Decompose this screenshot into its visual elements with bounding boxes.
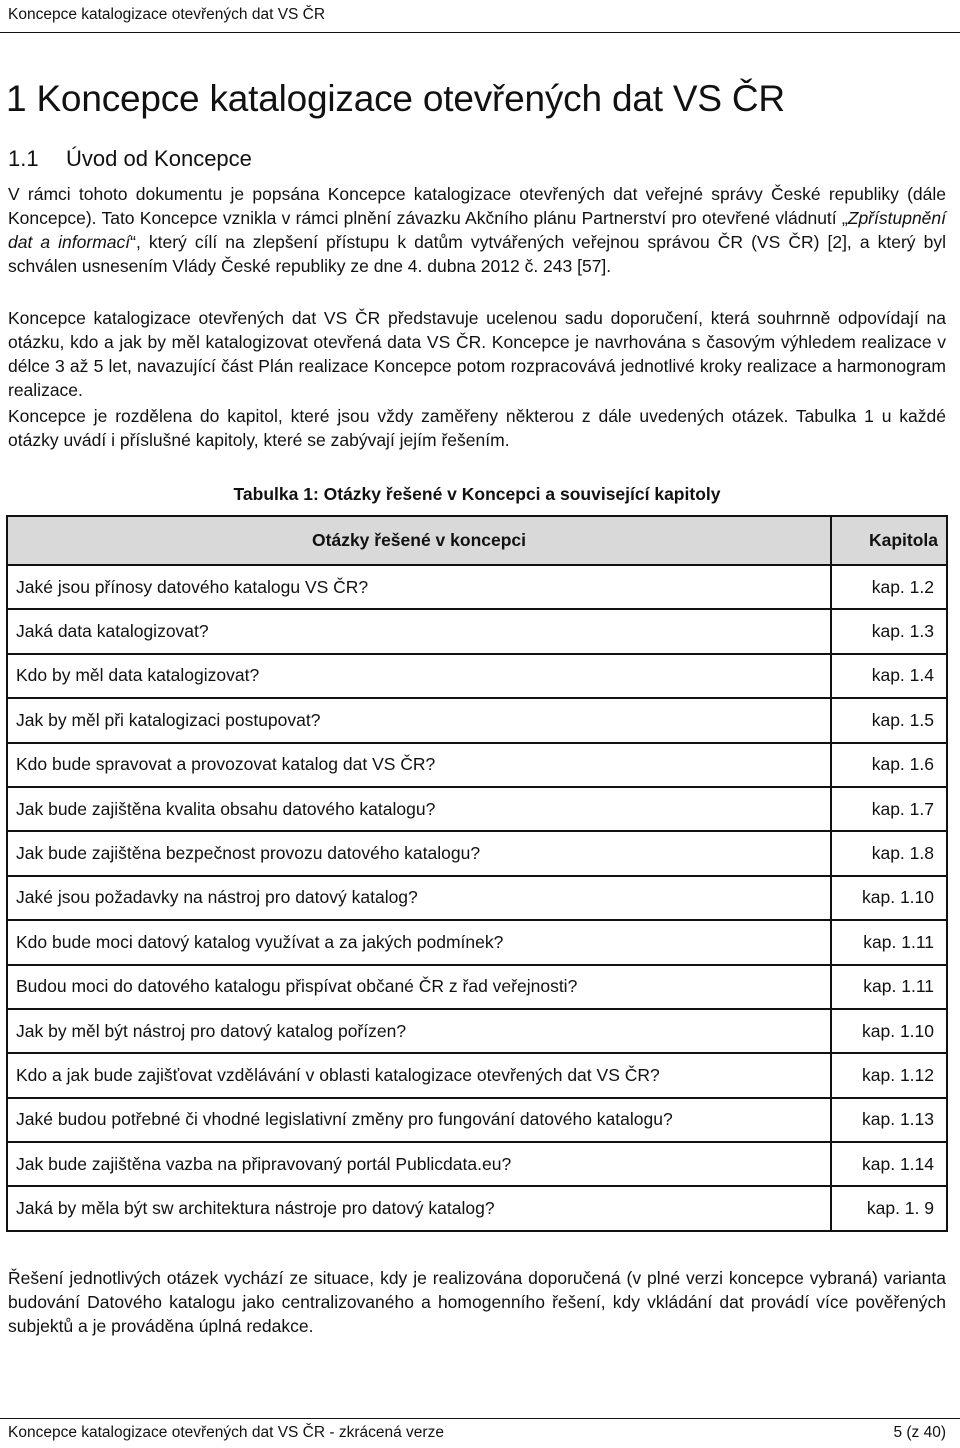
intro-text-b: “, který cílí na zlepšení přístupu k datům vytvářených veřejnou správou ČR (VS ČR) [2], a který byl schválen usnesením Vlády České republiky ze dne 4. dubna 2012 č. 243 [57].	[8, 232, 946, 276]
action-plan-title: Zpřístupnění dat a informací	[8, 208, 946, 252]
table-row	[7, 787, 947, 831]
table-row	[7, 743, 947, 787]
running-header: Koncepce katalogizace otevřených dat VS ČR	[8, 6, 326, 23]
question-cell: Jak bude zajištěna kvalita obsahu datového katalogu?	[7, 787, 831, 831]
table-row	[7, 1053, 947, 1097]
table-row	[7, 1186, 947, 1230]
column-header-question: Otázky řešené v koncepci	[7, 516, 831, 565]
table-row	[7, 609, 947, 653]
structure-paragraph: Koncepce je rozdělena do kapitol, které jsou vždy zaměřeny některou z dále uvedených otázek. Tabulka 1 u každé otázky uvádí i příslušné kapitoly, které se zabývají jejím řešením.	[8, 406, 946, 450]
table-row	[7, 876, 947, 920]
question-cell: Kdo bude spravovat a provozovat katalog dat VS ČR?	[7, 743, 831, 787]
question-cell: Budou moci do datového katalogu přispívat občané ČR z řad veřejnosti?	[7, 965, 831, 1009]
table-row	[7, 831, 947, 875]
question-cell: Jaké budou potřebné či vhodné legislativní změny pro fungování datového katalogu?	[7, 1098, 831, 1142]
question-cell: Kdo by měl data katalogizovat?	[7, 654, 831, 698]
chapter-cell: kap. 1.13	[831, 1098, 947, 1142]
table-row	[7, 965, 947, 1009]
question-cell: Jak bude zajištěna vazba na připravovaný portál Publicdata.eu?	[7, 1142, 831, 1186]
questions-table	[6, 515, 948, 1232]
section-title: Úvod od Koncepce	[66, 146, 252, 171]
page-number: 5 (z 40)	[893, 1424, 946, 1441]
chapter-cell: kap. 1.12	[831, 1053, 947, 1097]
question-cell: Jaké jsou požadavky na nástroj pro datový katalog?	[7, 876, 831, 920]
section-heading	[8, 146, 252, 172]
chapter-cell: kap. 1.10	[831, 1009, 947, 1053]
question-cell: Jak bude zajištěna bezpečnost provozu datového katalogu?	[7, 831, 831, 875]
footer-divider	[0, 1418, 960, 1419]
chapter-cell: kap. 1.10	[831, 876, 947, 920]
table-row	[7, 565, 947, 609]
footer-document-title: Koncepce katalogizace otevřených dat VS ČR - zkrácená verze	[8, 1424, 444, 1441]
section-number: 1.1	[8, 146, 39, 171]
chapter-cell: kap. 1.7	[831, 787, 947, 831]
chapter-cell: kap. 1.5	[831, 698, 947, 742]
table-caption: Tabulka 1: Otázky řešené v Koncepci a související kapitoly	[233, 484, 721, 504]
chapter-cell: kap. 1.11	[831, 965, 947, 1009]
chapter-cell: kap. 1.6	[831, 743, 947, 787]
header-divider	[0, 32, 960, 33]
question-cell: Kdo a jak bude zajišťovat vzdělávání v oblasti katalogizace otevřených dat VS ČR?	[7, 1053, 831, 1097]
solution-paragraph: Řešení jednotlivých otázek vychází ze situace, kdy je realizována doporučená (v plné verzi koncepce vybraná) varianta budování Datového katalogu jako centralizovaného a homogenního řešení, kdy vkládání dat provádí více pověřených subjektů a je prováděna úplná redakce.	[8, 1268, 946, 1336]
concept-paragraph: Koncepce katalogizace otevřených dat VS ČR představuje ucelenou sadu doporučení, která souhrnně odpovídají na otázku, kdo a jak by měl katalogizovat otevřená data VS ČR. Koncepce je navrhována s časovým výhledem realizace v délce 3 až 5 let, navazující část Plán realizace Koncepce potom rozpracovává jednotlivé kroky realizace a harmonogram realizace.	[8, 308, 946, 400]
chapter-cell: kap. 1. 9	[831, 1186, 947, 1230]
table-row	[7, 698, 947, 742]
intro-text-a: V rámci tohoto dokumentu je popsána Koncepce katalogizace otevřených dat veřejné správy České republiky (dále Koncepce). Tato Koncepce vznikla v rámci plnění závazku Akčního plánu Partnerství pro otevřené vládnutí „	[8, 184, 946, 228]
chapter-heading: 1 Koncepce katalogizace otevřených dat VS ČR	[6, 78, 785, 119]
chapter-cell: kap. 1.11	[831, 920, 947, 964]
intro-paragraph	[8, 182, 946, 278]
table-row	[7, 1098, 947, 1142]
question-cell: Jak by měl při katalogizaci postupovat?	[7, 698, 831, 742]
question-cell: Jaké jsou přínosy datového katalogu VS ČR?	[7, 565, 831, 609]
table-header-row	[7, 516, 947, 565]
table-row	[7, 1142, 947, 1186]
question-cell: Jaká by měla být sw architektura nástroje pro datový katalog?	[7, 1186, 831, 1230]
chapter-cell: kap. 1.8	[831, 831, 947, 875]
question-cell: Kdo bude moci datový katalog využívat a za jakých podmínek?	[7, 920, 831, 964]
chapter-cell: kap. 1.2	[831, 565, 947, 609]
question-cell: Jak by měl být nástroj pro datový katalog pořízen?	[7, 1009, 831, 1053]
chapter-cell: kap. 1.14	[831, 1142, 947, 1186]
question-cell: Jaká data katalogizovat?	[7, 609, 831, 653]
table-row	[7, 920, 947, 964]
table-row	[7, 654, 947, 698]
chapter-cell: kap. 1.3	[831, 609, 947, 653]
column-header-chapter: Kapitola	[831, 516, 947, 565]
table-row	[7, 1009, 947, 1053]
chapter-cell: kap. 1.4	[831, 654, 947, 698]
